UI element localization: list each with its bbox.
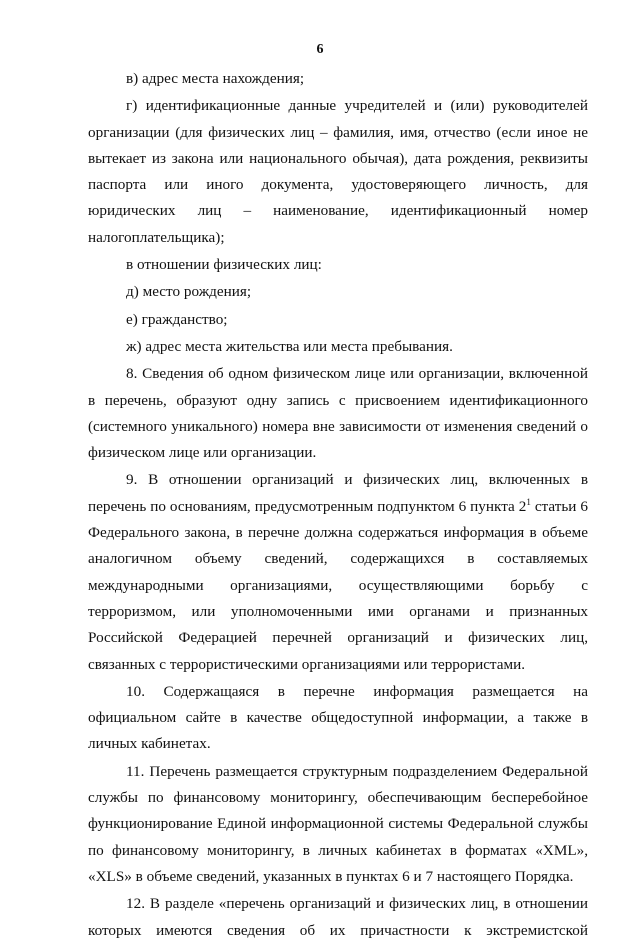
clause-11: 11. Перечень размещается структурным подразделением Федеральной службы по финансовому мониторингу, обеспечивающим бесперебойное функционирование Единой информационной системы Федеральной службы по финансовому мониторингу, в личных кабинетах в форматах «XML», «XLS» в объеме сведений, указанных в пунктах 6 и 7 настоящего Порядка. <box>88 762 588 885</box>
clause-12: 12. В разделе «перечень организаций и физических лиц, в отношении которых имеются сведения об их причастности к экстремистской <box>88 895 588 939</box>
clause-9 <box>88 467 588 677</box>
clause-8: 8. Сведения об одном физическом лице или организации, включенной в перечень, образуют одну запись с присвоением идентификационного (системного уникального) номера вне зависимости от изменения сведений о физическом лице или организации. <box>88 365 588 462</box>
item-zh-residence: ж) адрес места жительства или места пребывания. <box>126 337 453 355</box>
physical-persons-intro: в отношении физических лиц: <box>126 256 322 274</box>
clause-9-text-start: 9. В отношении организаций и физических лиц, включенных в перечень по основаниям, предусмотренным подпунктом 6 пункта 2 <box>88 471 588 515</box>
clause-9-superscript: 1 <box>526 496 531 507</box>
item-d-birthplace: д) место рождения; <box>126 283 252 301</box>
item-v-address: в) адрес места нахождения; <box>126 70 305 87</box>
item-g-identification: г) идентификационные данные учредителей и (или) руководителей организации (для физических лиц – фамилия, имя, отчество (если иное не вытекает из закона или национального обычая), дата рождения, реквизиты паспорта или иного документа, удостоверяющего личность, для юридических лиц – наименование, идентификационный номер налогоплательщика); <box>88 97 588 246</box>
document-body <box>88 66 588 945</box>
clause-9-text-end: статьи 6 Федерального закона, в перечне должна содержаться информация в объеме аналогичном объему сведений, содержащихся в составляемых международными организациями, осуществляющими борьбу с терроризмом, или уполномоченными ими органами и признанных Российской Федерацией перечней организаций и физических лиц, связанных с террористическими организациями или террористами. <box>88 497 588 673</box>
page-number: 6 <box>316 42 324 57</box>
clause-10: 10. Содержащаяся в перечне информация размещается на официальном сайте в качестве общедоступной информации, а также в личных кабинетах. <box>88 682 588 753</box>
item-e-citizenship: е) гражданство; <box>126 310 228 328</box>
